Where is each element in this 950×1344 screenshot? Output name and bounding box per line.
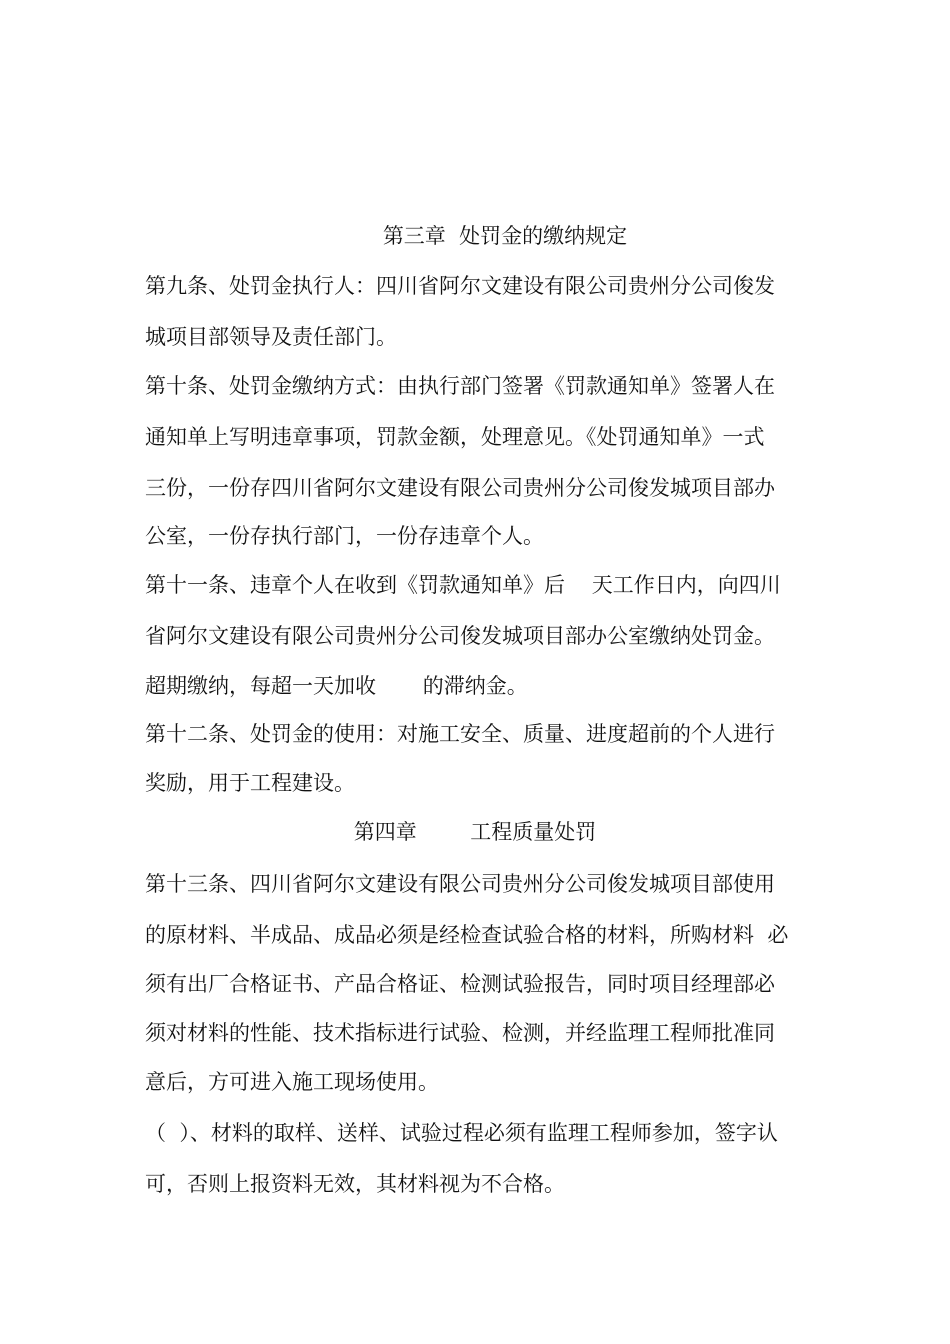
article-10-line-3: 三份，一份存四川省阿尔文建设有限公司贵州分公司俊发城项目部办 bbox=[145, 476, 775, 500]
article-13-line-5: 意后，方可进入施工现场使用。 bbox=[145, 1070, 439, 1094]
item-1-line-2: 可，否则上报资料无效，其材料视为不合格。 bbox=[145, 1172, 565, 1196]
article-13-line-1: 第十三条、四川省阿尔文建设有限公司贵州分公司俊发城项目部使用 bbox=[145, 872, 775, 896]
article-13-line-3: 须有出厂合格证书、产品合格证、检测试验报告，同时项目经理部必 bbox=[145, 972, 775, 996]
article-13-line-2: 的原材料、半成品、成品必须是经检查试验合格的材料，所购材料 必 bbox=[145, 923, 789, 947]
article-9-line-2: 城项目部领导及责任部门。 bbox=[145, 325, 397, 349]
article-9-line-1: 第九条、处罚金执行人：四川省阿尔文建设有限公司贵州分公司俊发 bbox=[145, 274, 775, 298]
article-10-line-4: 公室，一份存执行部门，一份存违章个人。 bbox=[145, 524, 544, 548]
article-11-line-2: 省阿尔文建设有限公司贵州分公司俊发城项目部办公室缴纳处罚金。 bbox=[145, 624, 775, 648]
article-12-line-2: 奖励，用于工程建设。 bbox=[145, 771, 355, 795]
article-10-line-1: 第十条、处罚金缴纳方式：由执行部门签署《罚款通知单》签署人在 bbox=[145, 374, 775, 398]
article-13-line-4: 须对材料的性能、技术指标进行试验、检测，并经监理工程师批准同 bbox=[145, 1021, 775, 1045]
article-10-line-2: 通知单上写明违章事项，罚款金额，处理意见。《处罚通知单》一式 bbox=[145, 425, 765, 449]
article-11-line-1: 第十一条、违章个人在收到《罚款通知单》后 天工作日内，向四川 bbox=[145, 573, 781, 597]
chapter-3-title: 第三章 处罚金的缴纳规定 bbox=[382, 224, 628, 248]
article-11-line-3: 超期缴纳，每超一天加收 的滞纳金。 bbox=[145, 674, 528, 698]
article-12-line-1: 第十二条、处罚金的使用：对施工安全、质量、进度超前的个人进行 bbox=[145, 722, 775, 746]
chapter-4-title: 第四章 工程质量处罚 bbox=[353, 820, 597, 844]
item-1-line-1: （ ）、材料的取样、送样、试验过程必须有监理工程师参加，签字认 bbox=[145, 1121, 778, 1145]
